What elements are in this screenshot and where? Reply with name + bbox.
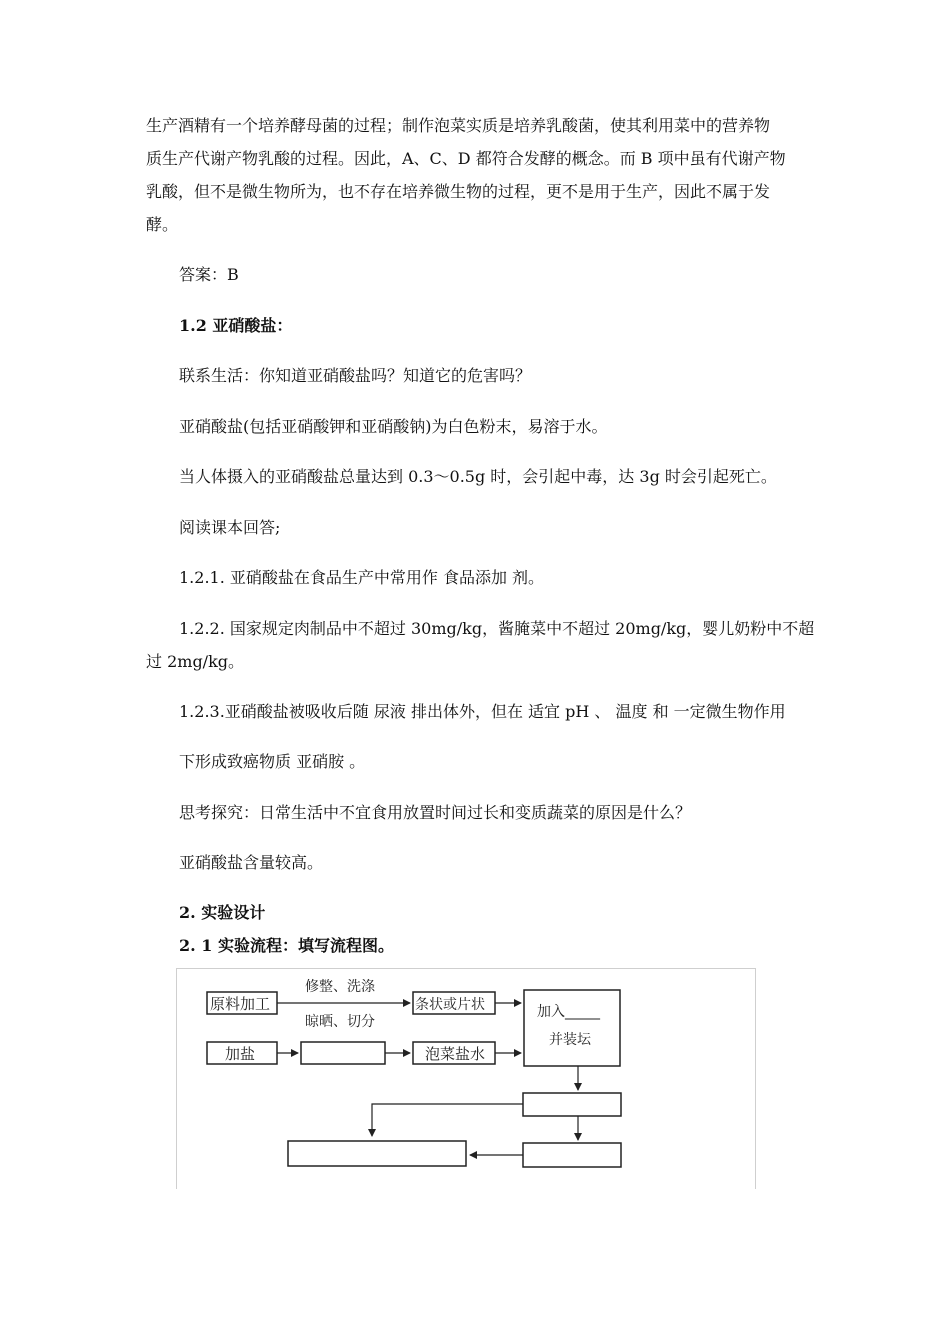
answer-text: 答案：B (179, 265, 239, 284)
strips-label: 条状或片状 (415, 997, 485, 1013)
paragraph-line: 酵。 (146, 215, 179, 234)
add-salt-label: 加盐 (225, 1045, 256, 1063)
think-answer: 亚硝酸盐含量较高。 (179, 853, 324, 872)
add-jar-label-2: 并装坛 (549, 1032, 591, 1048)
blank-box-4 (288, 1141, 466, 1166)
add-jar-box (524, 990, 620, 1066)
dry-cut-label: 晾晒、切分 (305, 1014, 375, 1030)
add-jar-label-1: 加入_____ (537, 1004, 600, 1020)
read-prompt: 阅读课本回答; (179, 518, 281, 537)
question-1-2-1: 1.2.1. 亚硝酸盐在食品生产中常用作 食品添加 剂。 (179, 568, 545, 587)
nitrite-description: 亚硝酸盐(包括亚硝酸钾和亚硝酸钠)为白色粉末，易溶于水。 (179, 417, 608, 436)
section-heading-2: 2. 实验设计 (179, 903, 266, 922)
arrow-box2-to-left (372, 1104, 523, 1136)
trim-wash-label: 修整、洗涤 (305, 979, 375, 995)
flowchart-figure (176, 968, 756, 1189)
question-1-2-2-cont: 过 2mg/kg。 (146, 652, 245, 671)
paragraph-line: 生产酒精有一个培养酵母菌的过程；制作泡菜实质是培养乳酸菌，使其利用菜中的营养物 (146, 116, 771, 135)
question-1-2-3: 1.2.3.亚硝酸盐被吸收后随 尿液 排出体外，但在 适宜 pH 、 温度 和 一定微生物作用 (179, 702, 786, 721)
question-1-2-3-cont: 下形成致癌物质 亚硝胺 。 (179, 752, 366, 771)
brine-label: 泡菜盐水 (425, 1045, 486, 1063)
blank-box-3 (523, 1143, 621, 1167)
section-heading-1-2: 1.2 亚硝酸盐： (179, 316, 293, 335)
think-question: 思考探究：日常生活中不宜食用放置时间过长和变质蔬菜的原因是什么？ (179, 803, 692, 822)
paragraph-line: 乳酸，但不是微生物所为，也不存在培养微生物的过程，更不是用于生产，因此不属于发 (146, 182, 771, 201)
flowchart-svg (177, 969, 755, 1189)
life-question: 联系生活：你知道亚硝酸盐吗？知道它的危害吗？ (179, 366, 532, 385)
intake-info: 当人体摄入的亚硝酸盐总量达到 0.3～0.5g 时，会引起中毒，达 3g 时会引起死亡。 (179, 467, 777, 486)
raw-process-label: 原料加工 (210, 995, 271, 1013)
blank-box-1 (301, 1042, 385, 1064)
blank-box-2 (523, 1093, 621, 1116)
question-1-2-2: 1.2.2. 国家规定肉制品中不超过 30mg/kg，酱腌菜中不超过 20mg/kg，婴儿奶粉中不超 (179, 619, 815, 638)
section-heading-2-1: 2. 1 实验流程：填写流程图。 (179, 936, 394, 955)
paragraph-line: 质生产代谢产物乳酸的过程。因此，A、C、D 都符合发酵的概念。而 B 项中虽有代谢产物 (146, 149, 786, 168)
